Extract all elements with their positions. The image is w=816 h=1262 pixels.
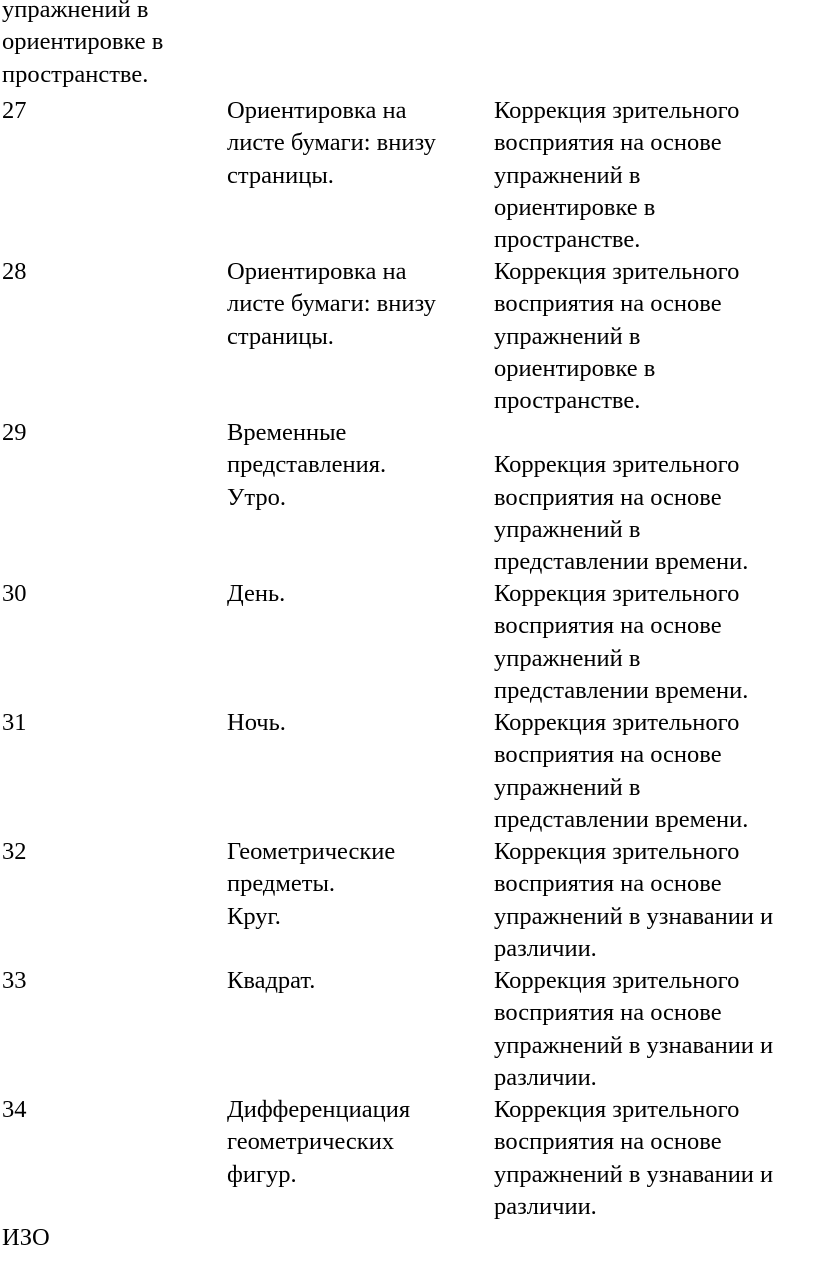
lesson-number: 34 xyxy=(2,1096,27,1123)
lesson-number: 28 xyxy=(2,258,27,285)
lesson-topic: Дифференциация геометрических фигур. xyxy=(227,1096,411,1188)
lesson-topic: Временные представления. Утро. xyxy=(227,419,387,511)
lesson-goal: Коррекция зрительного восприятия на основе упражнений в представлении времени. xyxy=(494,451,749,576)
text-line: пространстве. xyxy=(2,60,149,88)
lesson-number: 29 xyxy=(2,419,27,446)
lesson-number: 30 xyxy=(2,580,27,607)
text-line: упражнений в xyxy=(2,0,149,23)
lesson-goal: Коррекция зрительного восприятия на основе упражнений в представлении времени. xyxy=(494,580,749,704)
lesson-topic: День. xyxy=(227,580,286,607)
lesson-goal: Коррекция зрительного восприятия на основе упражнений в ориентировке в пространстве. xyxy=(494,258,740,415)
lesson-goal: Коррекция зрительного восприятия на основе упражнений в узнавании и различии. xyxy=(494,967,774,1091)
lesson-topic: Квадрат. xyxy=(227,967,316,994)
lesson-topic: Ориентировка на листе бумаги: внизу страницы. xyxy=(227,97,436,189)
lesson-topic: Ночь. xyxy=(227,709,286,736)
lesson-number: 33 xyxy=(2,967,27,994)
text-line: ориентировке в xyxy=(2,28,164,56)
lesson-topic: Ориентировка на листе бумаги: внизу страницы. xyxy=(227,258,436,350)
lesson-goal: Коррекция зрительного восприятия на основе упражнений в узнавании и различии. xyxy=(494,838,774,962)
lesson-number: 27 xyxy=(2,97,27,124)
lesson-goal: Коррекция зрительного восприятия на основе упражнений в ориентировке в пространстве. xyxy=(494,97,740,254)
lesson-goal: Коррекция зрительного восприятия на основе упражнений в представлении времени. xyxy=(494,709,749,833)
lesson-number: 32 xyxy=(2,838,27,865)
section-heading: ИЗО xyxy=(2,1224,50,1251)
lesson-goal: Коррекция зрительного восприятия на основе упражнений в узнавании и различии. xyxy=(494,1096,774,1220)
lesson-number: 31 xyxy=(2,709,27,736)
continued-goal-text xyxy=(2,0,163,91)
lesson-topic: Геометрические предметы. Круг. xyxy=(227,838,396,930)
